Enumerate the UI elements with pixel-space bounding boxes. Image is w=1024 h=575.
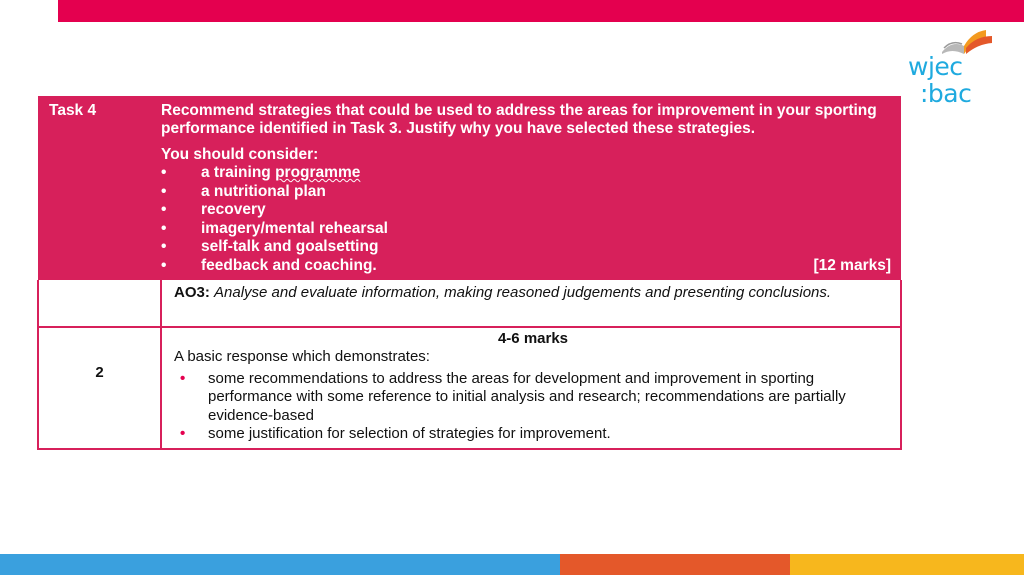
bullet-icon: • bbox=[161, 238, 167, 256]
band-marks: 4-6 marks bbox=[497, 329, 569, 347]
bullet-icon: • bbox=[161, 201, 167, 219]
consider-heading: You should consider: bbox=[161, 146, 319, 163]
wjec-bac-logo bbox=[906, 26, 998, 118]
list-item: • recovery bbox=[161, 201, 266, 219]
list-item: • imagery/mental rehearsal bbox=[161, 219, 388, 237]
list-item: • self-talk and goalsetting bbox=[161, 238, 379, 256]
logo-text-bac: :bac bbox=[920, 79, 972, 108]
bullet-icon: • bbox=[161, 219, 167, 237]
bullet-icon: • bbox=[161, 182, 167, 200]
task-question: Recommend strategies that could be used to address the areas for improvement in your sporting performance identified in Task 3. Justify why you have selected these strategies. bbox=[161, 102, 877, 137]
task-mark-scheme-table bbox=[37, 96, 902, 450]
ao-label: AO3: bbox=[174, 283, 210, 301]
task-body bbox=[161, 96, 901, 280]
bullet-icon: • bbox=[161, 164, 167, 181]
assessment-objective bbox=[161, 280, 901, 327]
footer-color-bar bbox=[0, 554, 1024, 575]
list-item: • a nutritional plan bbox=[161, 182, 326, 200]
bullet-icon: • bbox=[180, 369, 186, 387]
logo-text-wjec: wjec bbox=[908, 52, 963, 81]
task-header-row bbox=[38, 96, 901, 280]
top-accent-bar bbox=[58, 0, 1024, 22]
consider-list bbox=[161, 164, 891, 276]
band-intro: A basic response which demonstrates: bbox=[174, 348, 430, 366]
list-item: • some justification for selection of strategies for improvement. bbox=[180, 425, 611, 443]
bullet-icon: • bbox=[161, 256, 167, 274]
footer-segment-blue bbox=[0, 554, 560, 575]
ao-description: Analyse and evaluate information, making reasoned judgements and presenting conclusions. bbox=[214, 283, 832, 301]
mark-band-row bbox=[38, 327, 901, 449]
assessment-objective-row bbox=[38, 280, 901, 327]
band-descriptor bbox=[161, 327, 901, 449]
list-item: • a training programme bbox=[161, 164, 361, 181]
footer-segment-orange bbox=[560, 554, 790, 575]
band-number: 2 bbox=[38, 327, 161, 449]
footer-segment-yellow bbox=[790, 554, 1024, 575]
marks-total: [12 marks] bbox=[813, 256, 891, 274]
task-label: Task 4 bbox=[38, 96, 161, 280]
list-item: • feedback and coaching. [12 marks] bbox=[161, 256, 891, 274]
list-item: • some recommendations to address the areas for development and improvement in sporting performance with some reference to initial analysis and research; recommendations are partially evidence-based bbox=[180, 369, 846, 424]
band-points bbox=[174, 370, 892, 444]
bullet-icon: • bbox=[180, 425, 186, 443]
